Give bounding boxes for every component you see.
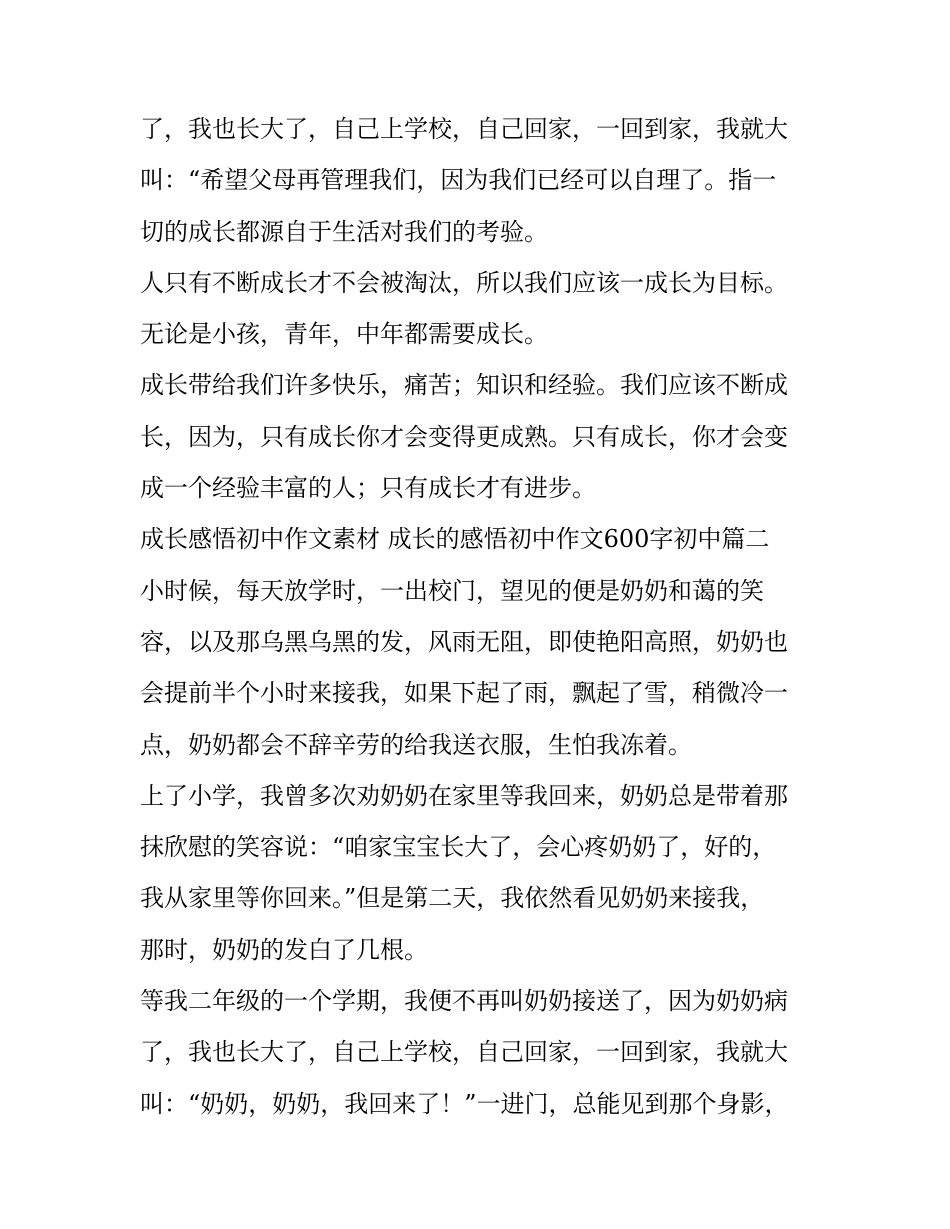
text-line: 我从家里等你回来。”但是第二天，我依然看见奶奶来接我， (140, 884, 765, 913)
body-text (140, 104, 820, 1130)
section-heading: 成长感悟初中作文素材 成长的感悟初中作文600字初中篇二 (140, 525, 770, 554)
text-line: 等我二年级的一个学期，我便不再叫奶奶接送了，因为奶奶病 (140, 987, 788, 1016)
text-line: 长，因为，只有成长你才会变得更成熟。只有成长，你才会变 (140, 422, 788, 451)
text-line: 抹欣慰的笑容说：“咱家宝宝长大了，会心疼奶奶了，好的， (140, 833, 777, 862)
text-line: 了，我也长大了，自己上学校，自己回家，一回到家，我就大 (140, 115, 788, 143)
text-line: 叫：“奶奶，奶奶，我回来了！”一进门，总能见到那个身影， (140, 1089, 789, 1118)
text-line: 容，以及那乌黑乌黑的发，风雨无阻，即使艳阳高照，奶奶也 (140, 627, 788, 656)
text-line: 点，奶奶都会不辞辛劳的给我送衣服，生怕我冻着。 (140, 730, 692, 759)
text-line: 成一个经验丰富的人；只有成长才有进步。 (140, 474, 596, 503)
text-line: 上了小学，我曾多次劝奶奶在家里等我回来，奶奶总是带着那 (140, 781, 788, 810)
text-line: 了，我也长大了，自己上学校，自己回家，一回到家，我就大 (140, 1038, 788, 1067)
text-line: 小时候，每天放学时，一出校门，望见的便是奶奶和蔼的笑 (140, 576, 764, 605)
text-line: 切的成长都源自于生活对我们的考验。 (140, 217, 548, 246)
text-line: 会提前半个小时来接我，如果下起了雨，飘起了雪，稍微冷一 (140, 679, 788, 708)
text-line: 人只有不断成长才不会被淘汰，所以我们应该一成长为目标。 (140, 268, 788, 297)
text-line: 无论是小孩，青年，中年都需要成长。 (140, 320, 548, 349)
text-line: 成长带给我们许多快乐，痛苦；知识和经验。我们应该不断成 (140, 371, 788, 400)
text-line: 那时，奶奶的发白了几根。 (140, 935, 428, 964)
text-line: 叫：“希望父母再管理我们，因为我们已经可以自理了。指一 (140, 166, 777, 195)
